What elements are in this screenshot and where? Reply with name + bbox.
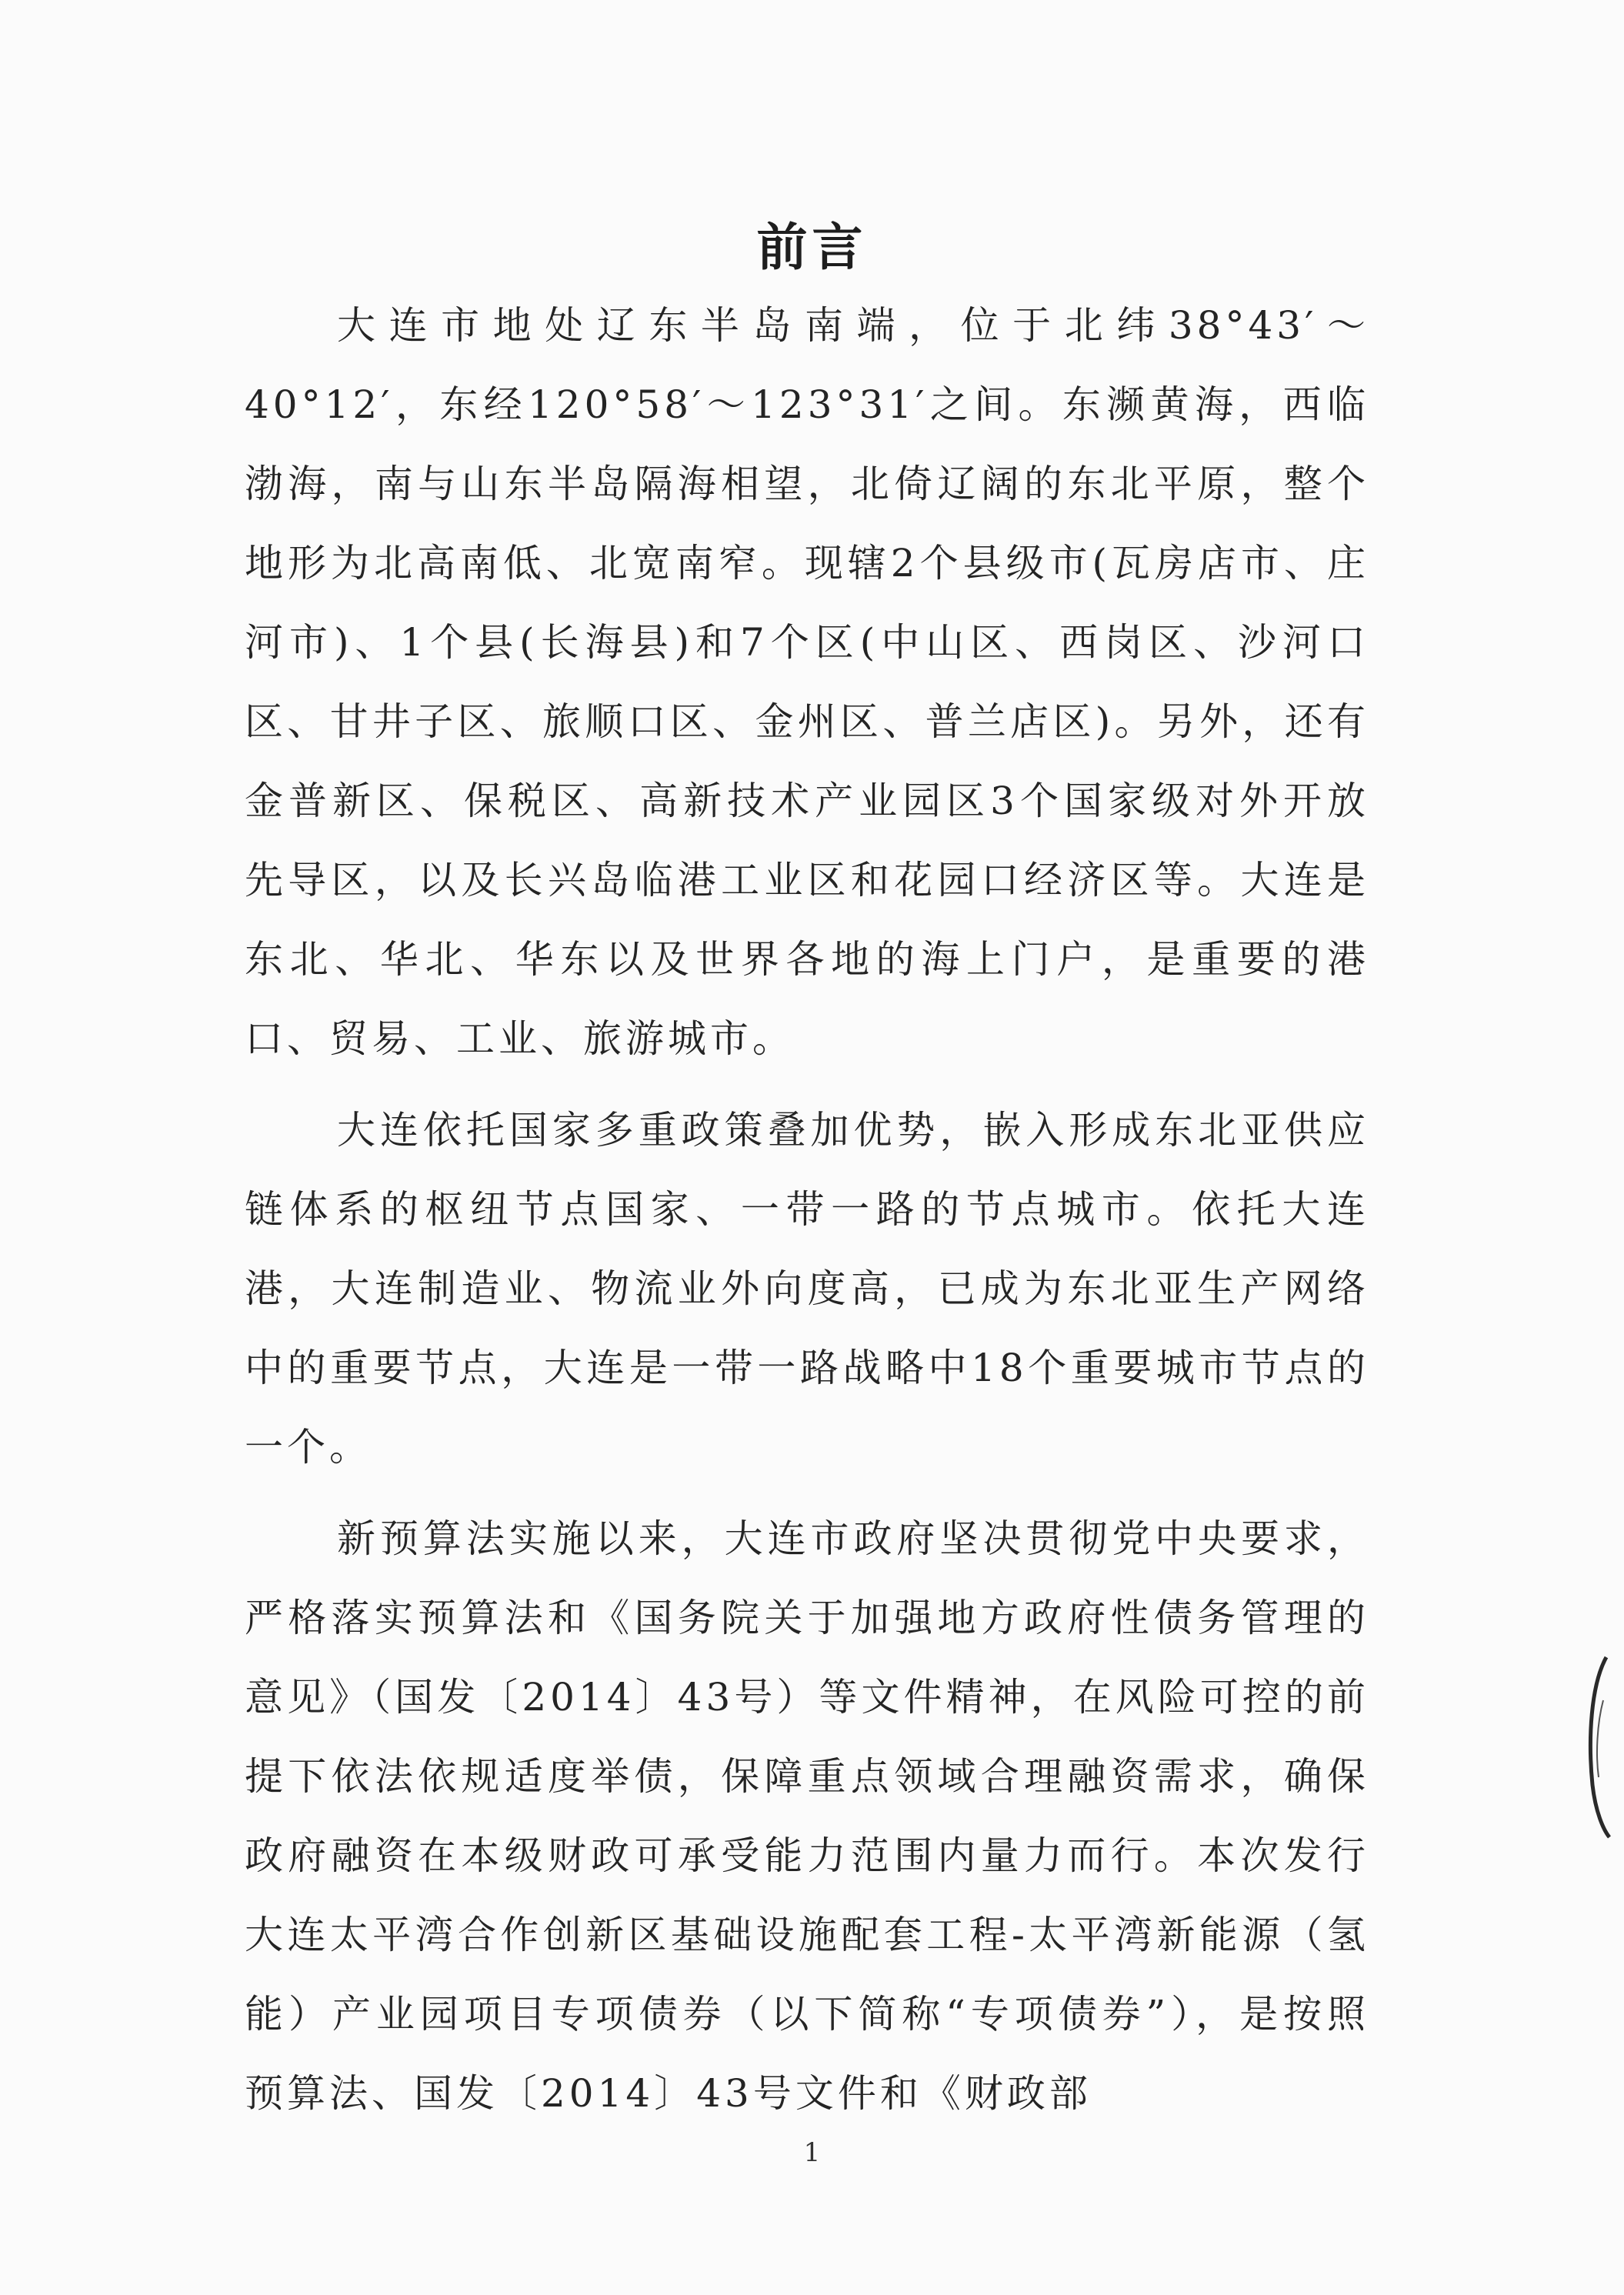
paragraph-special-bond: 新预算法实施以来，大连市政府坚决贯彻党中央要求，严格落实预算法和《国务院关于加强地方政府性债务管理的意见》（国发〔2014〕43号）等文件精神，在风险可控的前提下依法依规适度举债，保障重点领域合理融资需求，确保政府融资在本级财政可承受能力范围内量力而行。本次发行大连太平湾合作创新区基础设施配套工程-太平湾新能源（氢能）产业园项目专项债券（以下简称“专项债券”），是按照预算法、国发〔2014〕43号文件和《财政部 [245,1516,1369,2116]
paragraph-location: 大连市地处辽东半岛南端，位于北纬38°43′～40°12′，东经120°58′～123°31′之间。东濒黄海，西临渤海，南与山东半岛隔海相望，北倚辽阔的东北平原，整个地形为北高南低、北宽南窄。现辖2个县级市(瓦房店市、庄河市)、1个县(长海县)和7个区(中山区、西岗区、沙河口区、甘井子区、旅顺口区、金州区、普兰店区)。另外，还有金普新区、保税区、高新技术产业园区3个国家级对外开放先导区，以及长兴岛临港工业区和花园口经济区等。大连是东北、华北、华东以及世界各地的海上门户，是重要的港口、贸易、工业、旅游城市。 [245,303,1369,1061]
document-body [245,286,1369,2133]
paragraph-belt-and-road: 大连依托国家多重政策叠加优势，嵌入形成东北亚供应链体系的枢纽节点国家、一带一路的节点城市。依托大连港，大连制造业、物流业外向度高，已成为东北亚生产网络中的重要节点，大连是一带一路战略中18个重要城市节点的一个。 [245,1108,1369,1469]
binding-mark [1583,1654,1614,1839]
page-number: 1 [803,2137,821,2168]
page-title: 前言 [756,218,868,277]
